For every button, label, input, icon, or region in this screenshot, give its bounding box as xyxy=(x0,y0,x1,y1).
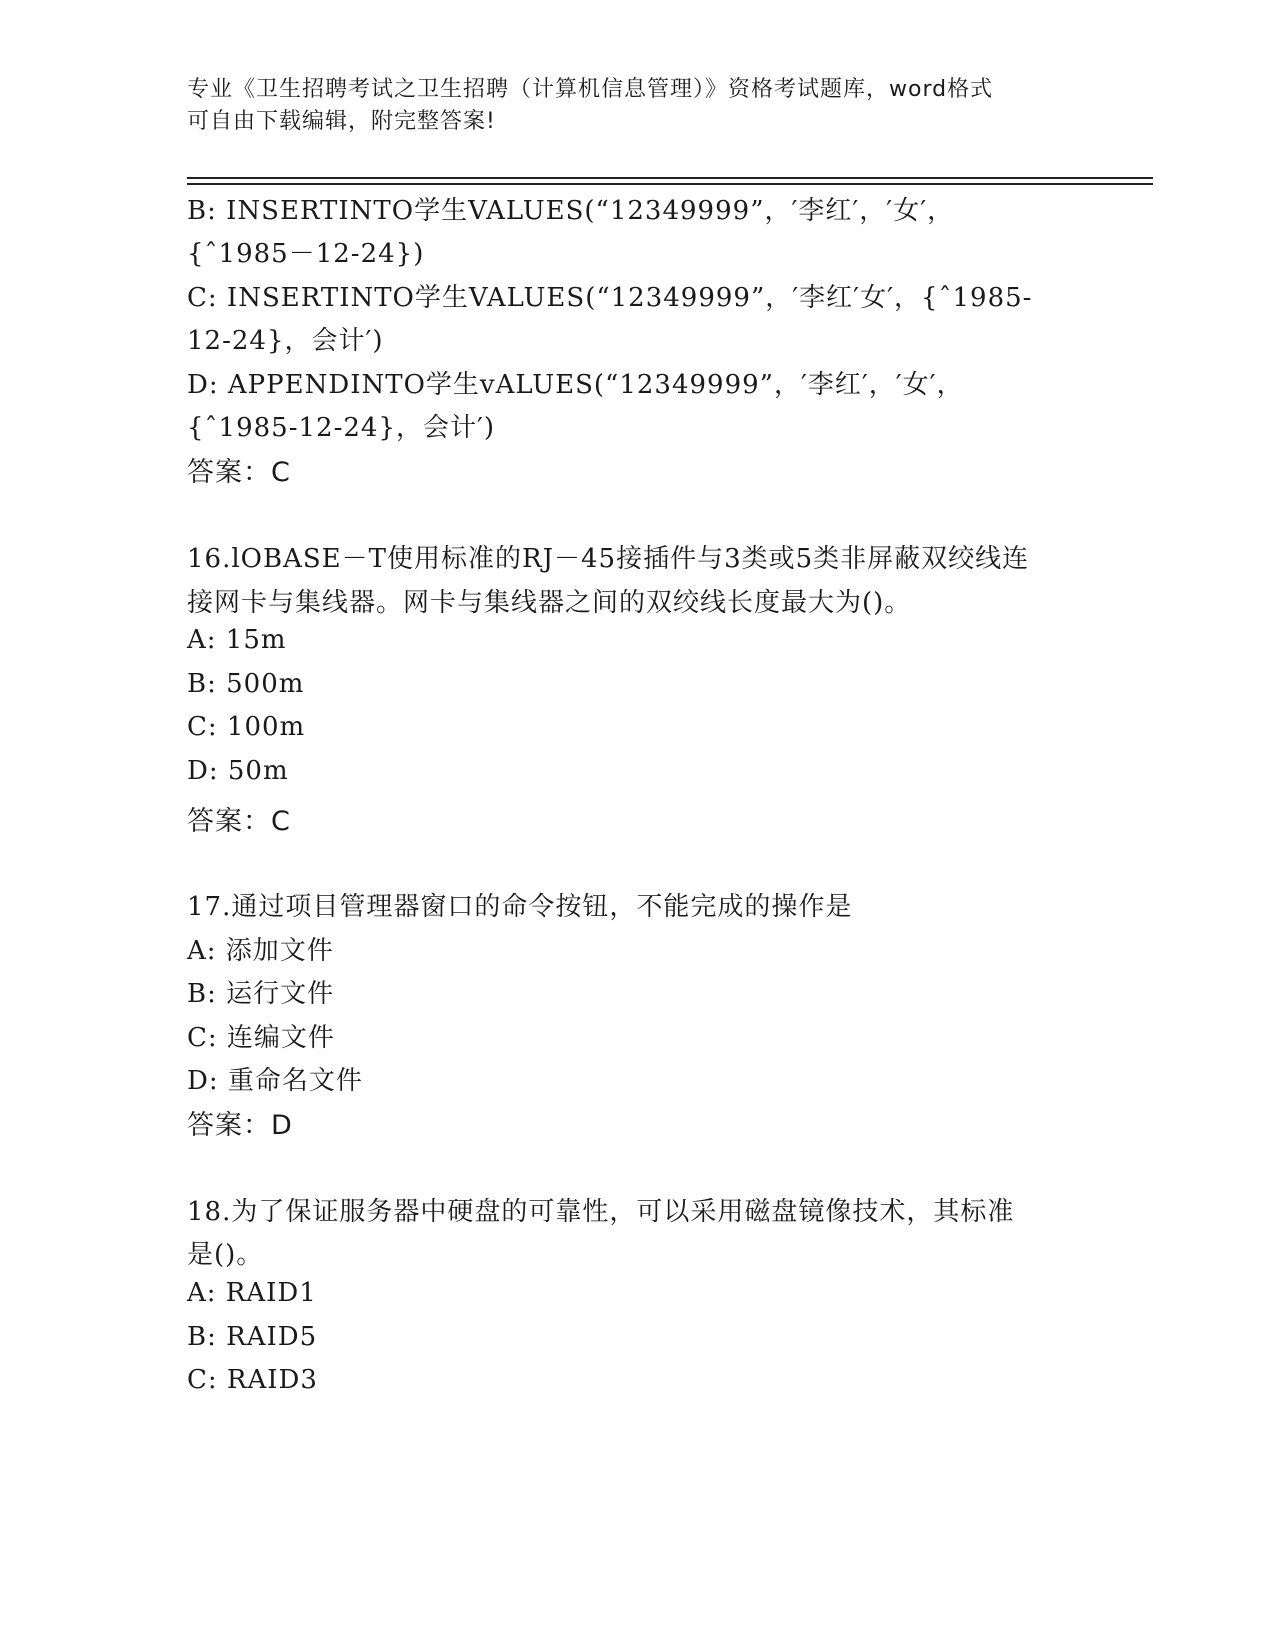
q15-option-c-line-2: 12-24}，会计′) xyxy=(187,326,384,356)
q16-option-c: C: 100m xyxy=(187,712,306,742)
q18-option-a: A: RAID1 xyxy=(187,1278,317,1308)
header-line-2: 可自由下载编辑，附完整答案! xyxy=(187,109,496,134)
q17-option-b: B: 运行文件 xyxy=(187,979,335,1009)
q17-stem: 17.通过项目管理器窗口的命令按钮，不能完成的操作是 xyxy=(187,892,853,922)
q15-answer: 答案：C xyxy=(187,457,291,488)
q16-stem-line-1: 16.lOBASE－T使用标准的RJ－45接插件与3类或5类非屏蔽双绞线连 xyxy=(187,544,1030,574)
q17-option-c: C: 连编文件 xyxy=(187,1023,335,1053)
q18-stem-line-1: 18.为了保证服务器中硬盘的可靠性，可以采用磁盘镜像技术，其标准 xyxy=(187,1197,1015,1227)
q16-answer: 答案：C xyxy=(187,806,291,837)
q16-stem-line-2: 接网卡与集线器。网卡与集线器之间的双绞线长度最大为()。 xyxy=(187,588,912,618)
header-line-1: 专业《卫生招聘考试之卫生招聘（计算机信息管理）》资格考试题库，word格式 xyxy=(187,77,994,102)
q15-option-c-line-1: C: INSERTINTO学生VALUES(“12349999”，′李红′女′，{ˆ1985- xyxy=(187,283,1033,313)
q16-option-b: B: 500m xyxy=(187,669,305,699)
q17-answer: 答案：D xyxy=(187,1110,293,1141)
q17-option-a: A: 添加文件 xyxy=(187,936,334,966)
q18-stem-line-2: 是()。 xyxy=(187,1240,264,1270)
q16-option-a: A: 15m xyxy=(187,625,287,655)
document-header xyxy=(187,74,1067,138)
q15-option-d-line-2: {ˆ1985-12-24}，会计′) xyxy=(187,413,496,443)
q15-option-b-line-2: {ˆ1985－12-24}) xyxy=(187,239,425,269)
q17-option-d: D: 重命名文件 xyxy=(187,1066,363,1096)
q15-option-d-line-1: D: APPENDINTO学生vALUES(“12349999”，′李红′，′女′， xyxy=(187,370,964,400)
q16-option-d: D: 50m xyxy=(187,756,289,786)
q18-option-b: B: RAID5 xyxy=(187,1322,318,1352)
header-divider-bottom xyxy=(187,183,1153,185)
header-divider-top xyxy=(187,177,1153,179)
q18-option-c: C: RAID3 xyxy=(187,1365,318,1395)
q15-option-b-line-1: B: INSERTINTO学生VALUES(“12349999”，′李红′，′女′， xyxy=(187,196,955,226)
